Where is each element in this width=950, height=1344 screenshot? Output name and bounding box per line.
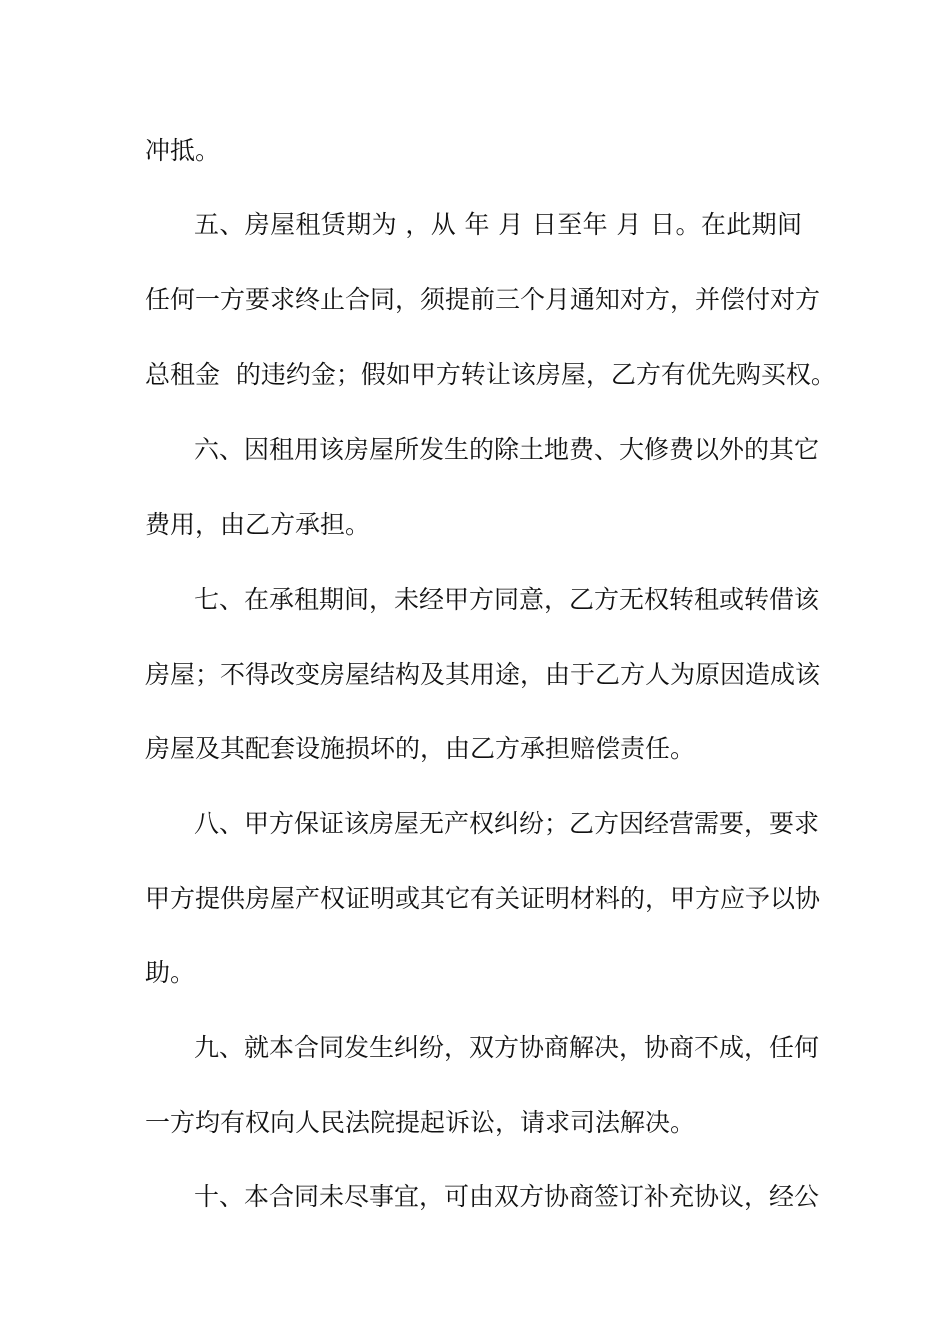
clause-7-line-2: 房屋；不得改变房屋结构及其用途，由于乙方人为原因造成该 bbox=[145, 660, 821, 689]
clause-10-line-1: 十、本合同未尽事宜，可由双方协商签订补充协议，经公 bbox=[194, 1182, 820, 1211]
clause-8-line-1: 八、甲方保证该房屋无产权纠纷；乙方因经营需要，要求 bbox=[194, 809, 820, 838]
clause-6-line-1: 六、因租用该房屋所发生的除土地费、大修费以外的其它 bbox=[194, 435, 820, 464]
clause-9-line-1: 九、就本合同发生纠纷，双方协商解决，协商不成，任何 bbox=[194, 1033, 820, 1062]
clause-8-line-2: 甲方提供房屋产权证明或其它有关证明材料的，甲方应予以协 bbox=[145, 884, 821, 913]
paragraph-line-1: 冲抵。 bbox=[145, 136, 221, 165]
clause-5-line-2: 任何一方要求终止合同，须提前三个月通知对方，并偿付对方 bbox=[145, 285, 821, 314]
clause-5-line-3: 总租金 的违约金；假如甲方转让该房屋，乙方有优先购买权。 bbox=[145, 360, 836, 389]
clause-6-line-2: 费用，由乙方承担。 bbox=[145, 510, 371, 539]
clause-5-line-1: 五、房屋租赁期为 ，从 年 月 日至年 月 日。在此期间 bbox=[194, 210, 802, 239]
clause-8-line-3: 助。 bbox=[145, 958, 196, 987]
clause-7-line-1: 七、在承租期间，未经甲方同意，乙方无权转租或转借该 bbox=[194, 585, 820, 614]
clause-7-line-3: 房屋及其配套设施损坏的，由乙方承担赔偿责任。 bbox=[145, 734, 696, 763]
clause-9-line-2: 一方均有权向人民法院提起诉讼，请求司法解决。 bbox=[145, 1108, 696, 1137]
